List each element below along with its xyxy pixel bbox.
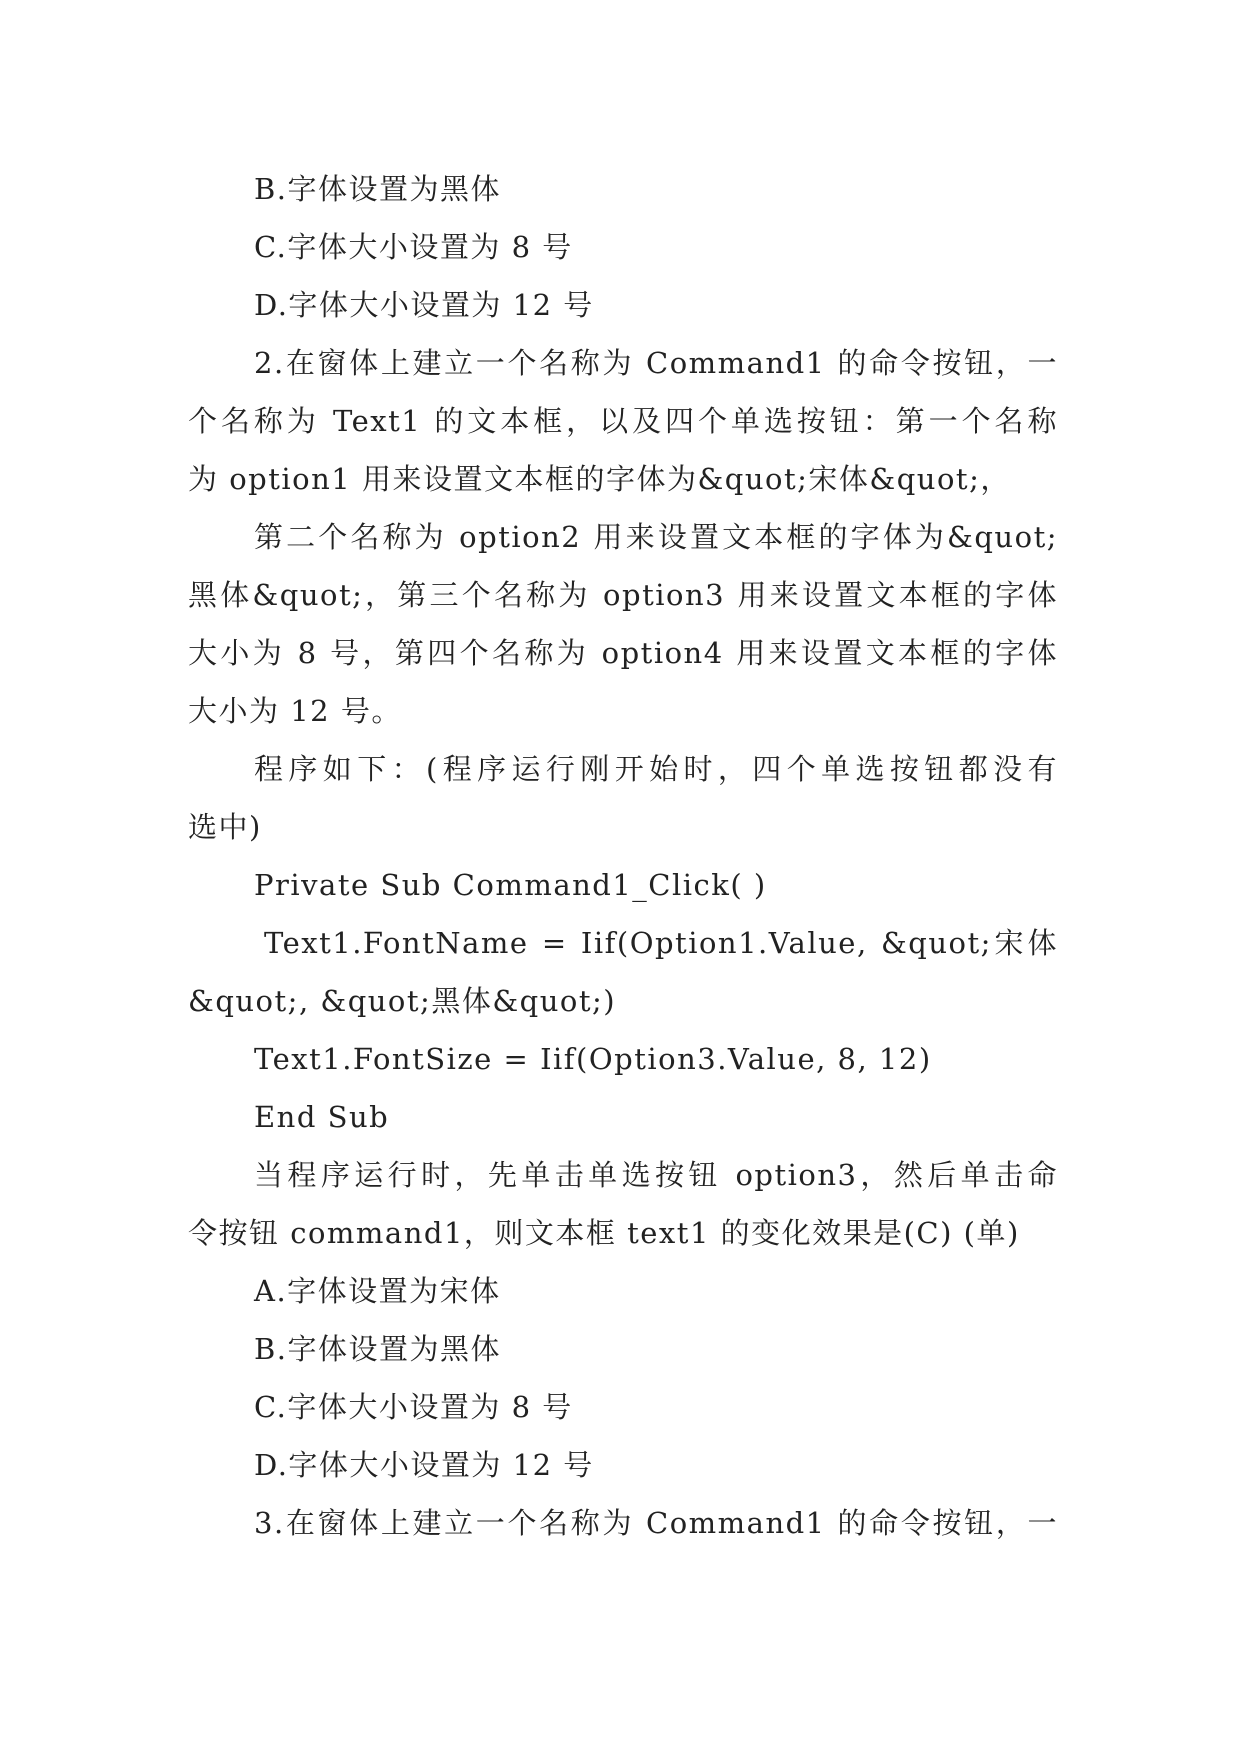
question-2-line-3: 为 option1 用来设置文本框的字体为&quot;宋体&quot;，: [188, 462, 1011, 496]
program-intro-line-2: 选中): [188, 810, 262, 844]
question-2-line-7: 大小为 12 号。: [188, 694, 402, 728]
program-intro-line-1: 程序如下：(程序运行刚开始时，四个单选按钮都没有: [254, 752, 1058, 786]
option-b-line: B.字体设置为黑体: [254, 172, 502, 206]
code-line-fontname-2: &quot;, &quot;黑体&quot;): [188, 984, 617, 1018]
option-c-line: C.字体大小设置为 8 号: [254, 230, 573, 264]
question-2-line-1: 2.在窗体上建立一个名称为 Command1 的命令按钮，一: [254, 346, 1058, 380]
code-line-fontname-1: Text1.FontName = Iif(Option1.Value, &quot;宋体: [264, 926, 1058, 960]
answer-a-line: A.字体设置为宋体: [254, 1274, 501, 1308]
answer-d-line: D.字体大小设置为 12 号: [254, 1448, 594, 1482]
question-2-prompt-line-2: 令按钮 command1，则文本框 text1 的变化效果是(C) (单): [188, 1216, 1020, 1250]
question-2-prompt-line-1: 当程序运行时，先单击单选按钮 option3，然后单击命: [254, 1158, 1058, 1192]
code-line-fontsize: Text1.FontSize = Iif(Option3.Value, 8, 12): [254, 1042, 932, 1076]
option-d-line: D.字体大小设置为 12 号: [254, 288, 594, 322]
question-2-line-6: 大小为 8 号，第四个名称为 option4 用来设置文本框的字体: [188, 636, 1058, 670]
document-page: [188, 160, 1058, 1552]
question-2-line-2: 个名称为 Text1 的文本框，以及四个单选按钮：第一个名称: [188, 404, 1058, 438]
question-3-line-1: 3.在窗体上建立一个名称为 Command1 的命令按钮，一: [254, 1506, 1058, 1540]
code-line-sub: Private Sub Command1_Click( ): [254, 868, 767, 902]
question-2-line-4: 第二个名称为 option2 用来设置文本框的字体为&quot;: [254, 520, 1058, 554]
code-line-end-sub: End Sub: [254, 1100, 390, 1134]
answer-c-line: C.字体大小设置为 8 号: [254, 1390, 573, 1424]
answer-b-line: B.字体设置为黑体: [254, 1332, 502, 1366]
question-2-line-5: 黑体&quot;，第三个名称为 option3 用来设置文本框的字体: [188, 578, 1058, 612]
